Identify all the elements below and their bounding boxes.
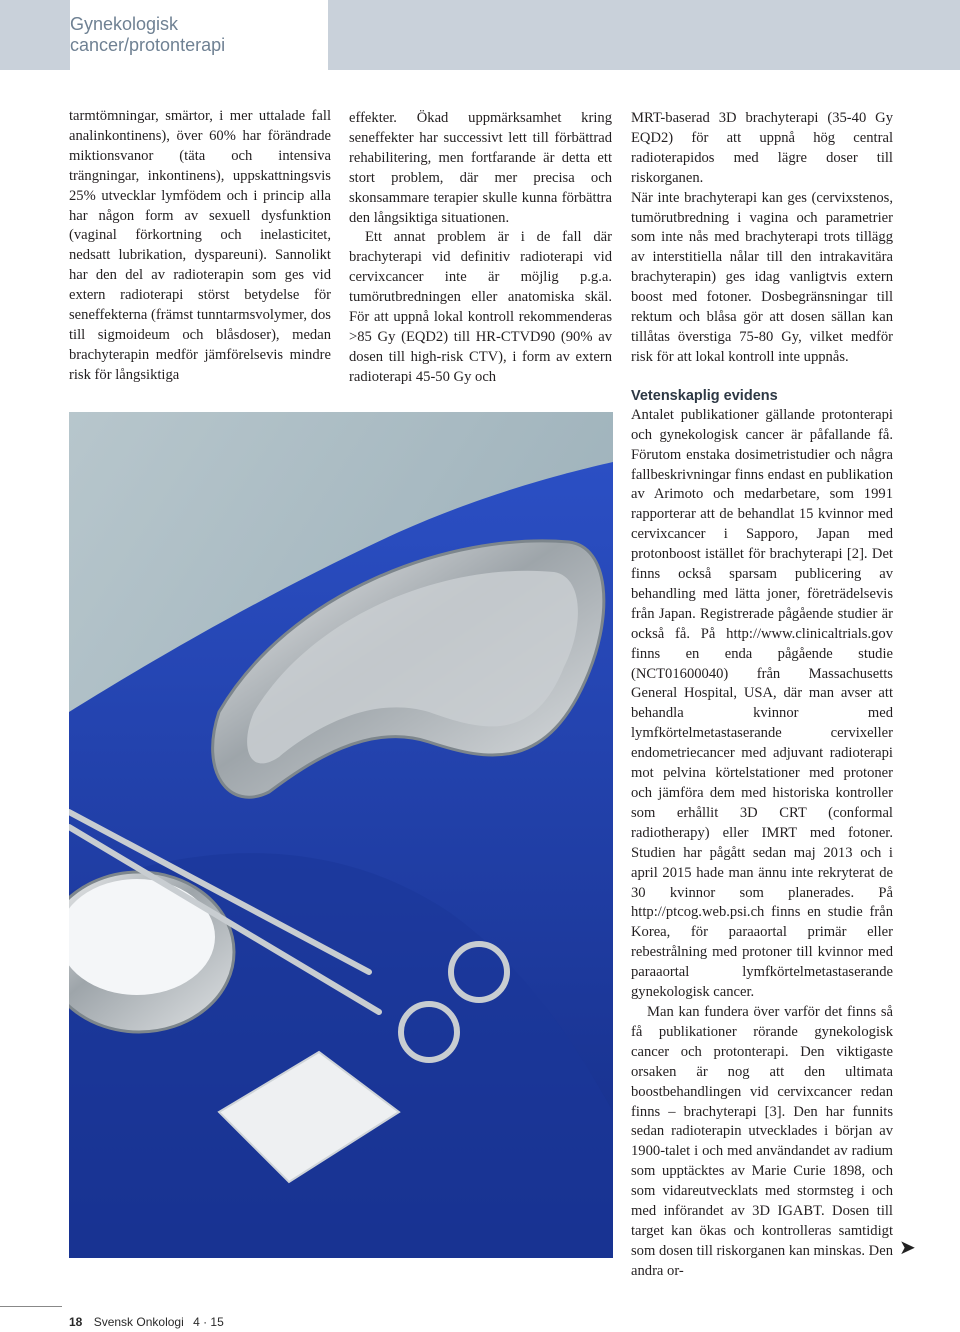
paragraph: effekter. Ökad uppmärksamhet kring seneffekter har successivt lett till förbättrad rehabilitering, men fortfarande är detta ett stort problem, där mer precisa och skonsammare terapier skulle kunna förbättra den långsiktiga situationen. — [349, 110, 612, 226]
issue-number: 4 · 15 — [193, 1315, 224, 1329]
footer-rule — [0, 1306, 62, 1307]
surgical-instruments-photo — [69, 412, 613, 1258]
text-column-3 — [631, 109, 893, 1282]
page-number: 18 — [69, 1315, 83, 1329]
text-column-1 — [69, 107, 331, 386]
continue-arrow-icon: ➤ — [899, 1235, 916, 1259]
header-tab — [70, 0, 328, 70]
running-header-title: Gynekologisk cancer/protonterapi — [70, 14, 226, 55]
paragraph: När inte brachyterapi kan ges (cervixstenos, tumörutbredning i vagina och parametrier som inte nås med brachyterapi trots tillägg av interstitiella nålar till den intrakavitära brachyterapin) ges idag vanligtvis extern boost med fotoner. Dosbegränsningar till rektum och blåsa gör att dosen sällan kan tillåtas överstiga 75-80 Gy, vilket medför risk för att lokal kontroll inte uppnås. — [631, 189, 893, 365]
paragraph: MRT-baserad 3D brachyterapi (35-40 Gy EQD2) för att uppnå hög central radioterapidos med lägre doser till riskorganen. — [631, 110, 893, 186]
paragraph: tarmtömningar, smärtor, i mer uttalade fall analinkontinens), över 60% har förändrade miktionsvanor (täta och intensiva trängningar, inkontinens), uppskattningsvis 25% utvecklar lymfödem och i princip alla har någon form av sexuell dysfunktion (vaginal förkortning och inelasticitet, nedsatt lubrikation, dyspareuni). Sannolikt har den del av radioterapin som ges vid extern radioterapi störst betydelse för seneffekterna (främst tunntarmsvolymer, dos till sigmoideum och blåsdoser), medan brachyterapin medför jämförelsevis mindre risk för långsiktiga — [69, 108, 331, 383]
text-column-2 — [349, 109, 612, 388]
paragraph: Man kan fundera över varför det finns så få publikationer rörande gynekologisk cancer och protonterapi. Den viktigaste orsaken är nog att den ultimata boostbehandlingen vid cervixcancer redan finns – brachyterapi [3]. Den har funnits sedan radioterapin utvecklades i början av 1900-talet i och med användandet av radium som upptäcktes av Marie Curie 1898, och som vidareutvecklats med stormsteg i och med införandet av 3D IGABT. Dosen till target kan ökas och kontrolleras samtidigt som dosen till riskorganen kan minskas. Den andra or- — [631, 1003, 893, 1279]
paragraph: Antalet publikationer gällande protonterapi och gynekologisk cancer är påfallande få. Förutom enstaka dosimetristudier och några fallbeskrivningar finns endast en publikation av Arimoto och medarbetare, som 1991 rapporterar att de behandlat 15 kvinnor med cervixcancer i Sapporo, Japan med protonboost istället för brachyterapi [2]. Det finns också sparsam publicering av behandling med lätta joner, företrädelsevis från Japan. Registrerade pågående studier är också få. På http://www.clinicaltrials.gov finns en enda pågående studie (NCT01600040) från Massachusetts General Hospital, USA, där man avser att behandla kvinnor med lymfkörtelmetastaserande cervixeller endometriecancer med adjuvant radioterapi mot pelvina körtelstationer med protoner och jämföra dem med historiska kontroller som erhållit 3D CRT (conformal radiotherapy) eller IMRT med fotoner. Studien har pågått sedan maj 2013 och i april 2015 hade man ännu inte rekryterat de 30 kvinnor som planerades. På http://ptcog.web.psi.ch finns en studie från Korea, för paraaortal primär eller rebestrålning med protoner till kvinnor med paraaortal lymfkörtelmetastaserande gynekologisk cancer. — [631, 406, 893, 1001]
section-heading: Vetenskaplig evidens — [631, 387, 778, 404]
paragraph: Ett annat problem är i de fall där brachyterapi vid definitiv radioterapi vid cervixcancer inte är möjlig p.g.a. tumörutbredningen eller anatomiska skäl. För att uppnå lokal kontroll rekommenderas >85 Gy (EQD2) till HR-CTVD90 (90% av dosen till high-risk CTV), i form av extern radioterapi 45-50 Gy och — [349, 229, 612, 385]
page-footer — [69, 1315, 224, 1329]
publication-name: Svensk Onkologi — [93, 1315, 184, 1329]
photo-illustration — [69, 412, 613, 1258]
